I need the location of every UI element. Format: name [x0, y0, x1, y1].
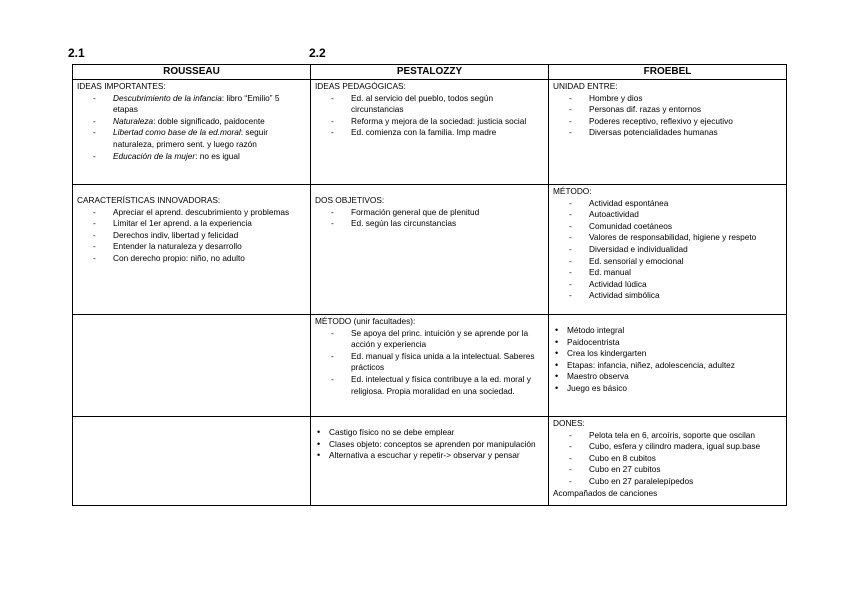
block-heading: MÉTODO (unir facultades): — [315, 316, 416, 326]
list-item: • Crea los kindergarten — [553, 348, 782, 360]
list-item: - Ed. manual — [553, 267, 782, 279]
list-item: - Con derecho propio: niño, no adulto — [77, 253, 306, 265]
table-row — [73, 315, 787, 417]
list-item: • Clases objeto: conceptos se aprenden por manipulación — [315, 439, 544, 451]
list-item: - Entender la naturaleza y desarrollo — [77, 241, 306, 253]
list-item: - Pelota tela en 6, arcoíris, soporte que oscilan — [553, 430, 782, 442]
list-item: - Actividad lúdica — [553, 279, 782, 291]
list-item: - Diversas potencialidades humanas — [553, 127, 782, 139]
table-row — [73, 80, 787, 185]
list-item: - Ed. al servicio del pueblo, todos según circunstancias — [315, 93, 544, 116]
list-item: • Castigo físico no se debe emplear — [315, 427, 544, 439]
list-item: - Ed. según las circunstancias — [315, 218, 544, 230]
froebel-features-cell — [549, 315, 787, 417]
table-row — [73, 417, 787, 506]
froebel-unity-cell — [549, 80, 787, 185]
list — [315, 207, 544, 230]
list — [553, 325, 782, 395]
list-item: - Personas dif. razas y entornos — [553, 104, 782, 116]
pestalozzy-objectives-cell — [311, 185, 549, 315]
list-item: - Libertad como base de la ed.moral: seguir naturaleza, primero sent. y luego razón — [77, 127, 306, 150]
list — [553, 93, 782, 139]
list-item: - Actividad simbólica — [553, 290, 782, 302]
header-pestalozzy: PESTALOZZY — [311, 65, 549, 80]
list — [77, 207, 306, 265]
pestalozzy-discipline-cell — [311, 417, 549, 506]
section-number-2-2: 2.2 — [309, 46, 326, 60]
list-item: - Actividad espontánea — [553, 198, 782, 210]
list-item: • Paidocentrista — [553, 337, 782, 349]
pestalozzy-ideas-cell — [311, 80, 549, 185]
list-item: - Formación general que de plenitud — [315, 207, 544, 219]
block-heading: DONES: — [553, 418, 585, 428]
block-heading: IDEAS IMPORTANTES: — [77, 81, 166, 91]
block-footer: Acompañados de canciones — [553, 487, 658, 498]
block-heading: DOS OBJETIVOS: — [315, 195, 385, 205]
comparison-table — [72, 64, 787, 506]
block-heading: MÉTODO: — [553, 186, 592, 196]
list-item: - Naturaleza: doble significado, paidocente — [77, 116, 306, 128]
list-item: - Descubrimiento de la infancia: libro “Emilio” 5 etapas — [77, 93, 306, 116]
list-item: - Ed. sensorial y emocional — [553, 256, 782, 268]
list-item: • Juego es básico — [553, 383, 782, 395]
rousseau-innovations-cell — [73, 185, 311, 315]
block-heading: IDEAS PEDAGÓGICAS: — [315, 81, 406, 91]
list-item: - Cubo en 8 cubitos — [553, 453, 782, 465]
froebel-method-cell — [549, 185, 787, 315]
list-item: - Valores de responsabilidad, higiene y respeto — [553, 232, 782, 244]
list-item: - Diversidad e individualidad — [553, 244, 782, 256]
list-item: - Ed. comienza con la familia. Imp madre — [315, 127, 544, 139]
list-item: • Método integral — [553, 325, 782, 337]
block-heading: CARACTERÍSTICAS INNOVADORAS: — [77, 195, 221, 205]
list-item: - Derechos indiv, libertad y felicidad — [77, 230, 306, 242]
list-item: - Poderes receptivo, reflexivo y ejecutivo — [553, 116, 782, 128]
list — [553, 430, 782, 488]
list — [315, 427, 544, 462]
list — [315, 93, 544, 139]
rousseau-empty-cell — [73, 417, 311, 506]
list-item: - Se apoya del princ. intuición y se aprende por la acción y experiencia — [315, 328, 544, 351]
list — [553, 198, 782, 302]
list-item: • Maestro observa — [553, 371, 782, 383]
header-row — [73, 65, 787, 80]
list-item: - Educación de la mujer: no es igual — [77, 151, 306, 163]
list-item: - Comunidad coetáneos — [553, 221, 782, 233]
list — [315, 328, 544, 398]
list-item: - Limitar el 1er aprend. a la experiencia — [77, 218, 306, 230]
list-item: - Autoactividad — [553, 209, 782, 221]
rousseau-ideas-cell — [73, 80, 311, 185]
section-number-2-1: 2.1 — [68, 46, 85, 60]
list-item: - Cubo en 27 paralelepípedos — [553, 476, 782, 488]
list-item: • Alternativa a escuchar y repetir-> observar y pensar — [315, 450, 544, 462]
list-item: - Apreciar el aprend. descubrimiento y problemas — [77, 207, 306, 219]
header-froebel: FROEBEL — [549, 65, 787, 80]
table-row — [73, 185, 787, 315]
list-item: - Cubo en 27 cubitos — [553, 464, 782, 476]
pestalozzy-method-cell — [311, 315, 549, 417]
rousseau-empty-cell — [73, 315, 311, 417]
froebel-gifts-cell — [549, 417, 787, 506]
header-rousseau: ROUSSEAU — [73, 65, 311, 80]
block-heading: UNIDAD ENTRE: — [553, 81, 618, 91]
list-item: - Cubo, esfera y cilindro madera, igual sup.base — [553, 441, 782, 453]
list — [77, 93, 306, 163]
list-item: - Hombre y dios — [553, 93, 782, 105]
list-item: - Ed. intelectual y física contribuye a la ed. moral y religiosa. Propia moralidad en una sociedad. — [315, 374, 544, 397]
list-item: - Reforma y mejora de la sociedad: justicia social — [315, 116, 544, 128]
list-item: • Etapas: infancia, niñez, adolescencia, adultez — [553, 360, 782, 372]
list-item: - Ed. manual y física unida a la intelectual. Saberes prácticos — [315, 351, 544, 374]
